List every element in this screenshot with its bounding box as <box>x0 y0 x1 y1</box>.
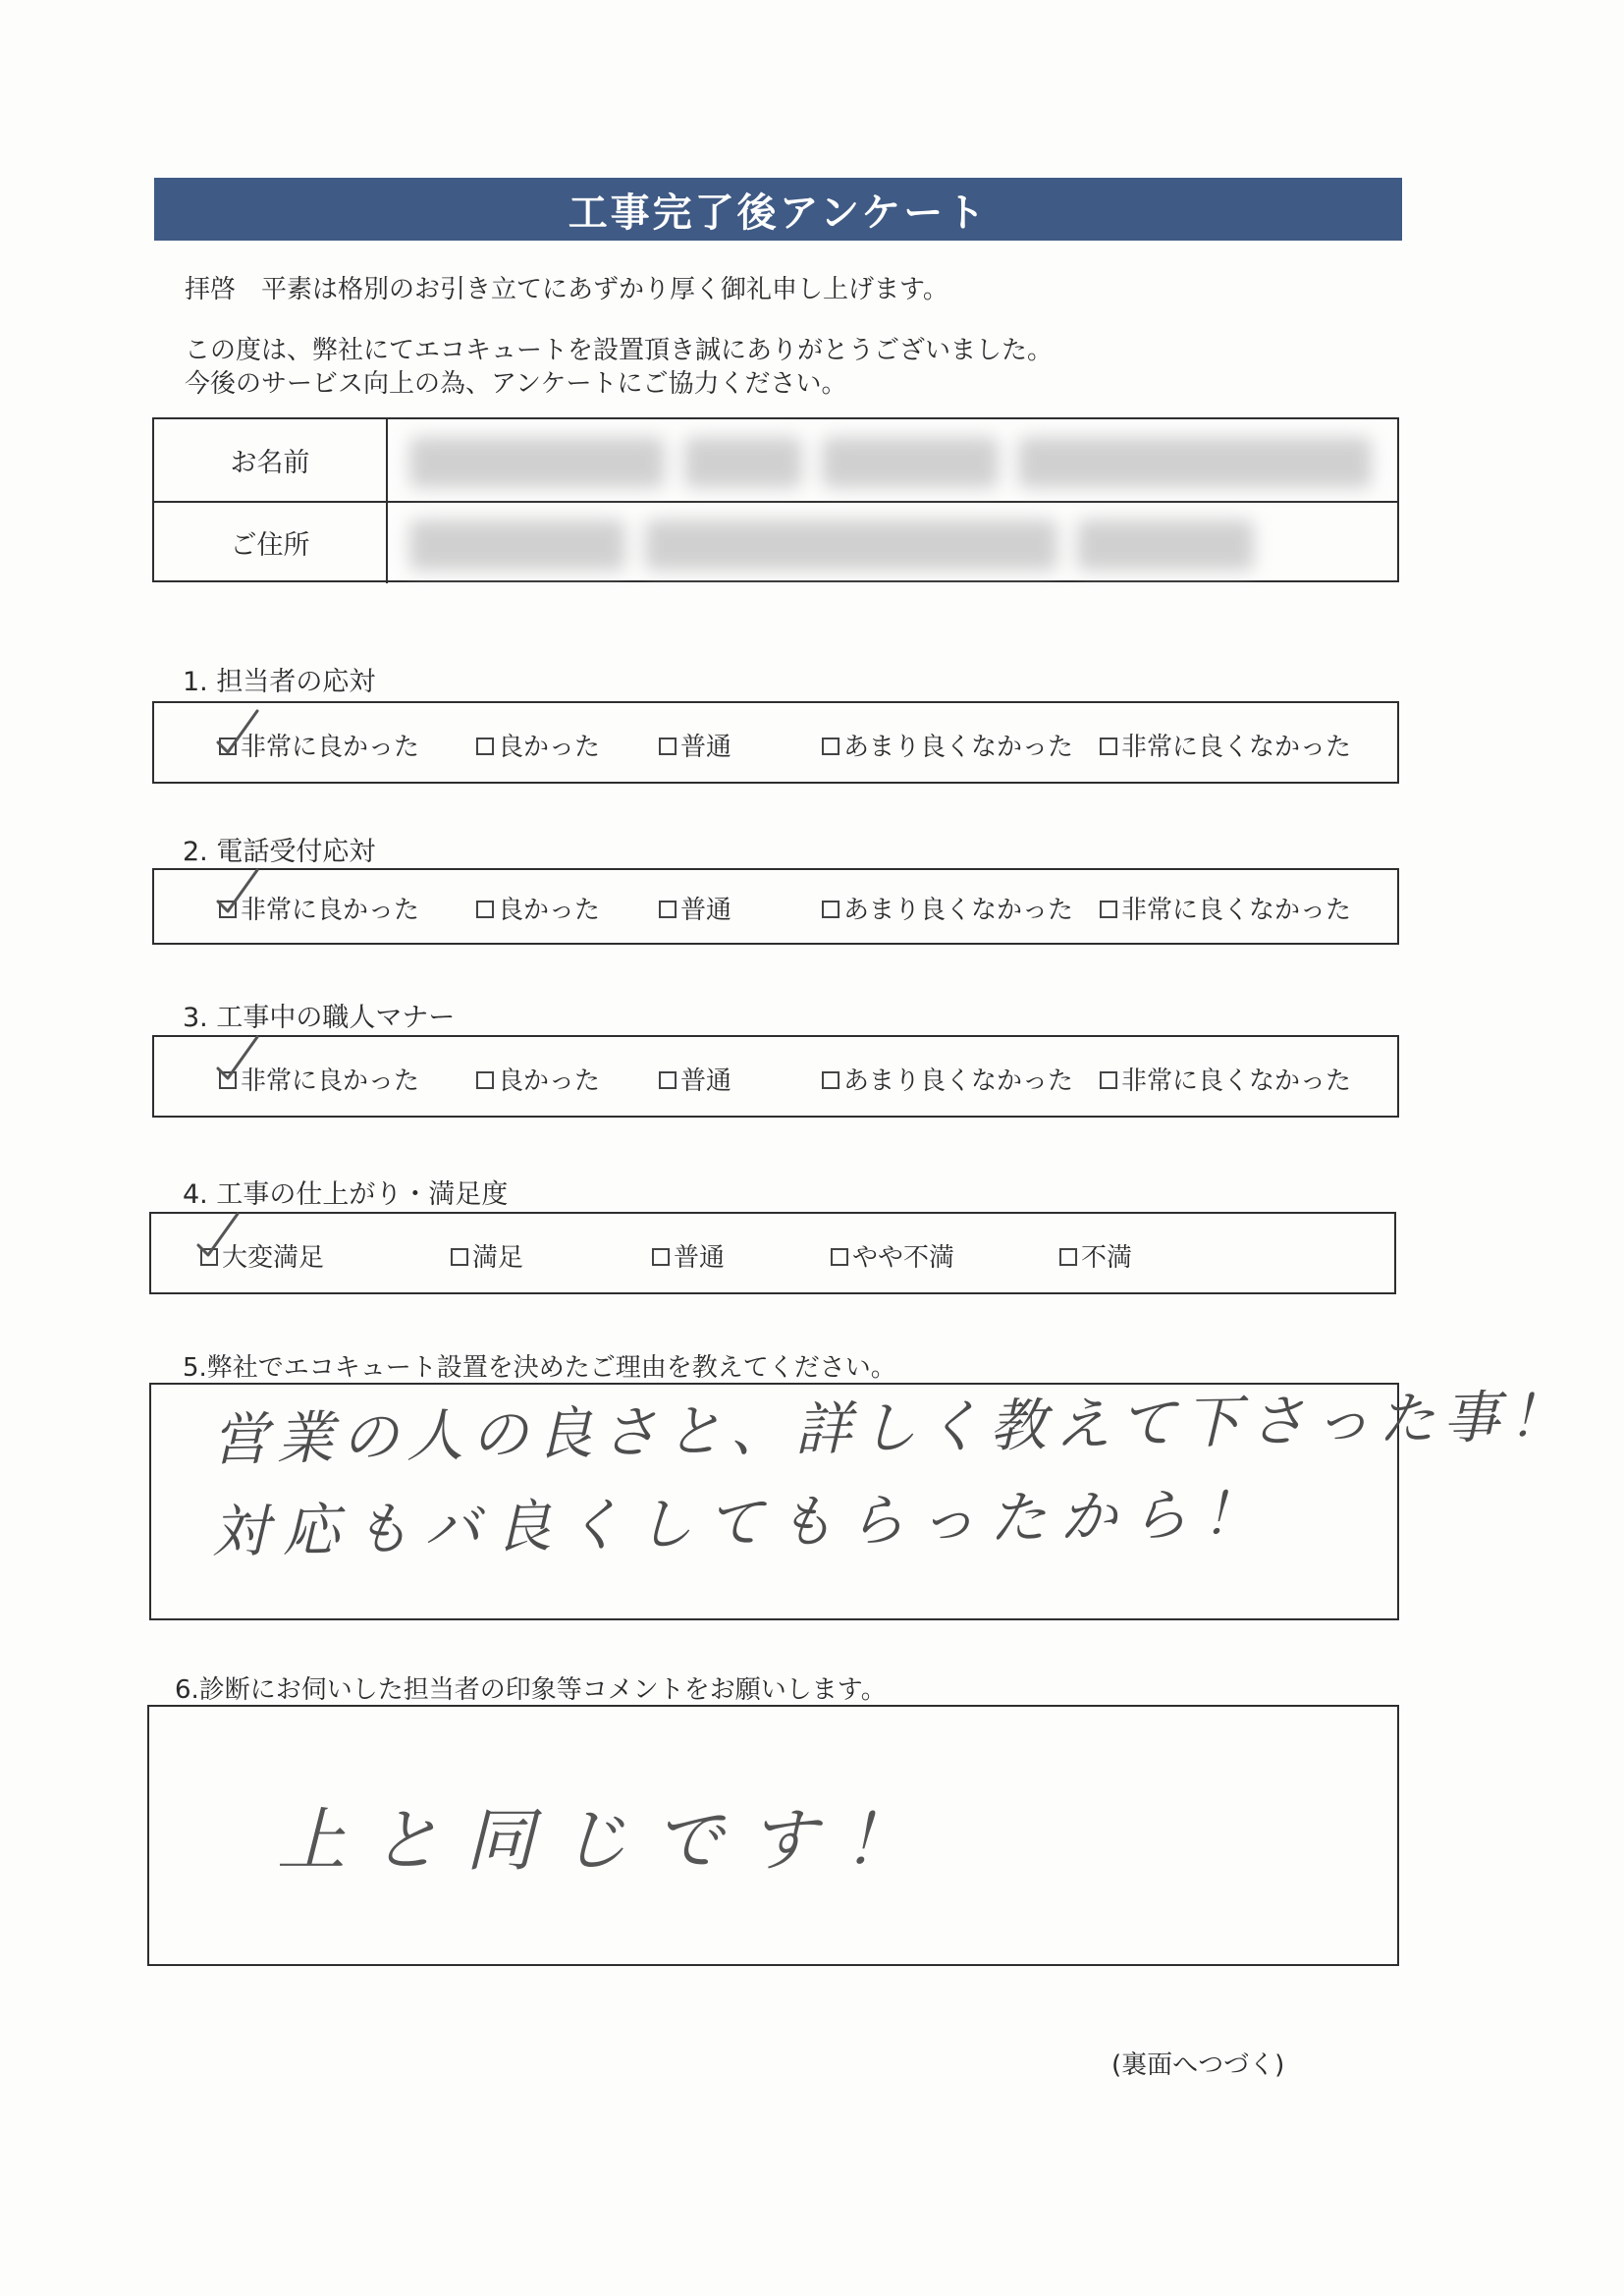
checkmark-icon <box>214 866 263 915</box>
option-label: 不満 <box>1081 1243 1133 1273</box>
q2-option-5[interactable] <box>1100 890 1351 926</box>
option-label: あまり良くなかった <box>843 896 1074 925</box>
q2-label: 2. 電話受付応対 <box>183 837 376 867</box>
q2-option-4[interactable] <box>822 890 1073 926</box>
checkbox[interactable] <box>822 901 839 918</box>
q4-option-4[interactable] <box>831 1237 954 1274</box>
checkbox[interactable] <box>476 1071 494 1089</box>
option-label: 普通 <box>680 1066 732 1096</box>
q1-option-4[interactable] <box>822 727 1073 763</box>
option-label: あまり良くなかった <box>843 1066 1074 1096</box>
q1-option-5[interactable] <box>1100 727 1351 763</box>
option-label: 普通 <box>680 733 732 762</box>
option-label: 非常に良くなかった <box>1121 1066 1352 1096</box>
option-label: 普通 <box>680 896 732 925</box>
q3-option-2[interactable] <box>476 1061 600 1097</box>
checkbox[interactable] <box>1100 1071 1117 1089</box>
address-row <box>154 502 1397 583</box>
q4-option-2[interactable] <box>451 1237 523 1274</box>
q4-option-5[interactable] <box>1059 1237 1132 1274</box>
q6-label: 6.診断にお伺いした担当者の印象等コメントをお願いします。 <box>175 1675 887 1705</box>
handwriting-line-2: 対応もバ良くしてもらったから！ <box>211 1480 1273 1565</box>
q5-label: 5.弊社でエコキュート設置を決めたご理由を教えてください。 <box>183 1353 896 1383</box>
checkbox[interactable] <box>451 1248 468 1266</box>
q1-option-2[interactable] <box>476 727 600 763</box>
option-label: 良かった <box>498 733 601 762</box>
option-label: 非常に良かった <box>241 896 420 925</box>
q3-option-4[interactable] <box>822 1061 1073 1097</box>
q1-box <box>152 701 1399 784</box>
name-label: お名前 <box>154 419 388 501</box>
checkmark-icon <box>214 707 263 756</box>
q1-label: 1. 担当者の応対 <box>183 667 376 697</box>
name-row <box>154 419 1397 503</box>
option-label: 満足 <box>472 1243 524 1273</box>
checkbox[interactable] <box>822 738 839 755</box>
q2-box <box>152 868 1399 945</box>
checkbox[interactable] <box>831 1248 848 1266</box>
footer-continued-note: (裏面へつづく) <box>1111 2050 1285 2080</box>
option-label: 良かった <box>498 896 601 925</box>
title-bar <box>154 178 1402 241</box>
checkbox[interactable] <box>659 1071 677 1089</box>
checkbox[interactable] <box>1100 738 1117 755</box>
q3-label: 3. 工事中の職人マナー <box>183 1003 456 1033</box>
handwritten-comment <box>149 1707 1401 1968</box>
option-label: 普通 <box>674 1243 726 1273</box>
checkbox[interactable] <box>652 1248 670 1266</box>
option-label: 大変満足 <box>222 1243 325 1273</box>
intro-request: 今後のサービス向上の為、アンケートにご協力ください。 <box>185 369 847 399</box>
option-label: 非常に良かった <box>241 1066 420 1096</box>
checkbox[interactable] <box>822 1071 839 1089</box>
q6-answer-box[interactable] <box>147 1705 1399 1966</box>
q3-box <box>152 1035 1399 1118</box>
redacted-address <box>390 506 1395 579</box>
checkmark-icon <box>194 1210 244 1259</box>
q4-label: 4. 工事の仕上がり・満足度 <box>183 1179 509 1210</box>
customer-info-table <box>152 417 1399 582</box>
handwriting-line-1: 営業の人の良さと、詳しく教えて下さった事！ <box>211 1382 1574 1473</box>
checkbox[interactable] <box>1100 901 1117 918</box>
intro-thanks: この度は、弊社にてエコキュートを設置頂き誠にありがとうございました。 <box>185 336 1054 365</box>
q3-option-3[interactable] <box>659 1061 731 1097</box>
address-label: ご住所 <box>154 502 388 583</box>
handwriting-line-1: 上と同じです！ <box>277 1800 937 1881</box>
option-label: 非常に良くなかった <box>1121 896 1352 925</box>
checkmark-icon <box>214 1033 263 1082</box>
q3-option-5[interactable] <box>1100 1061 1351 1097</box>
page-title: 工事完了後アンケート <box>568 190 989 236</box>
checkbox[interactable] <box>659 901 677 918</box>
checkbox[interactable] <box>1059 1248 1077 1266</box>
option-label: 非常に良くなかった <box>1121 733 1352 762</box>
checkbox[interactable] <box>659 738 677 755</box>
q5-answer-box[interactable] <box>149 1382 1574 1620</box>
q2-option-2[interactable] <box>476 890 600 926</box>
option-label: 良かった <box>498 1066 601 1096</box>
option-label: あまり良くなかった <box>843 733 1074 762</box>
option-label: 非常に良かった <box>241 733 420 762</box>
option-label: やや不満 <box>852 1243 955 1273</box>
q4-option-3[interactable] <box>652 1237 725 1274</box>
redacted-name <box>390 423 1395 497</box>
intro-greeting: 拝啓 平素は格別のお引き立てにあずかり厚く御礼申し上げます。 <box>185 275 948 304</box>
q2-option-3[interactable] <box>659 890 731 926</box>
q4-box <box>149 1212 1396 1294</box>
handwritten-answer <box>151 1382 1574 1622</box>
q1-option-3[interactable] <box>659 727 731 763</box>
checkbox[interactable] <box>476 901 494 918</box>
checkbox[interactable] <box>476 738 494 755</box>
